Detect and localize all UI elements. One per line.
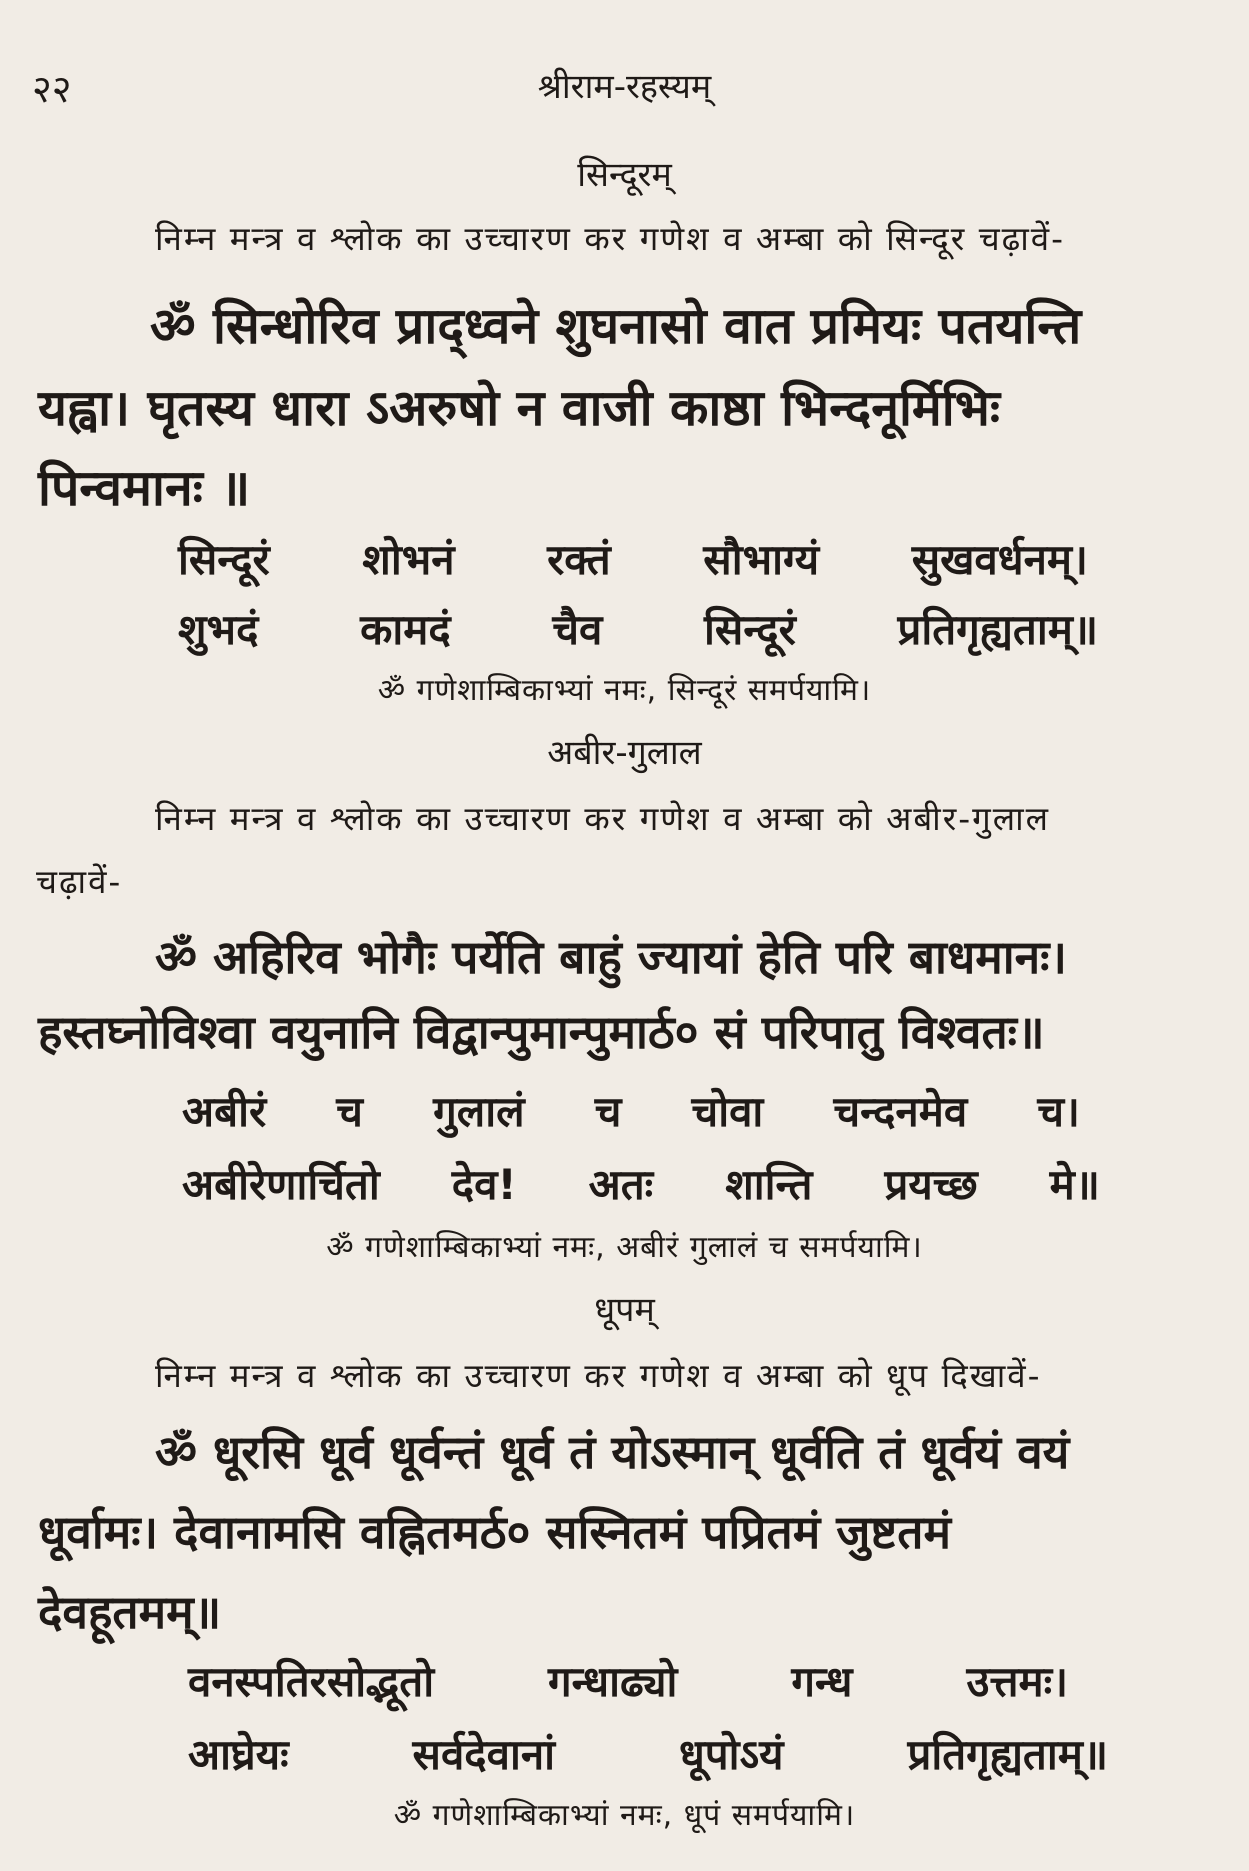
verse-word: वनस्पतिरसोद्भूतो — [188, 1657, 435, 1706]
page-number: २२ — [32, 67, 72, 111]
mantra-line: धूर्वामः। देवानामसि वह्नितमर्ठ० सस्नितमं पप्रितमं जुष्टतमं — [38, 1505, 951, 1559]
verse-word: सुखवर्धनम्। — [911, 535, 1088, 584]
verse-word: अतः — [588, 1160, 654, 1209]
mantra-line: देवहूतमम्॥ — [38, 1585, 222, 1639]
running-head: श्रीराम-रहस्यम् — [537, 67, 712, 107]
instruction-abir-cont: चढ़ावें- — [36, 862, 123, 901]
verse-word: कामदं — [360, 605, 451, 654]
verse-word: मे॥ — [1049, 1160, 1100, 1209]
verse-word: च। — [1037, 1087, 1080, 1136]
instruction-sindur: निम्न मन्त्र व श्लोक का उच्चारण कर गणेश व अम्बा को सिन्दूर चढ़ावें- — [155, 219, 1066, 258]
verse-word: च — [594, 1087, 622, 1136]
mantra-line: पिन्वमानः ॥ — [38, 459, 251, 517]
verse-word: शोभनं — [362, 535, 455, 584]
verse-word: सर्वदेवानां — [412, 1730, 556, 1779]
offering-line: ॐ गणेशाम्बिकाभ्यां नमः, धूपं समर्पयामि। — [393, 1798, 856, 1833]
verse-word: सौभाग्यं — [703, 535, 820, 584]
verse-word: चैव — [552, 605, 603, 654]
verse-word: अबीरं — [182, 1087, 267, 1136]
verse-word: सिन्दूरं — [178, 535, 270, 584]
verse-word: गन्ध — [791, 1657, 853, 1706]
verse-line — [188, 1652, 1068, 1709]
section-heading-dhoop: धूपम् — [594, 1290, 655, 1330]
section-heading-sindur: सिन्दूरम् — [577, 155, 672, 195]
section-heading-abir: अबीर-गुलाल — [547, 733, 702, 773]
instruction-abir: निम्न मन्त्र व श्लोक का उच्चारण कर गणेश व अम्बा को अबीर-गुलाल — [155, 799, 1051, 838]
offering-line: ॐ गणेशाम्बिकाभ्यां नमः, सिन्दूरं समर्पयामि। — [377, 673, 872, 708]
verse-word: प्रयच्छ — [884, 1160, 978, 1209]
verse-word: गुलालं — [433, 1087, 525, 1136]
verse-line — [182, 1155, 1100, 1212]
verse-word: च — [336, 1087, 363, 1136]
mantra-line: यह्वा। घृतस्य धारा ऽअरुषो न वाजी काष्ठा भिन्दनूर्मिभिः — [38, 379, 1000, 437]
verse-word: आघ्रेयः — [188, 1730, 289, 1779]
verse-word: धूपोऽयं — [678, 1730, 784, 1779]
mantra-line: ॐ सिन्धोरिव प्राद्ध्वने शुघनासो वात प्रमियः पतयन्ति — [150, 297, 1082, 355]
verse-word: देव! — [451, 1160, 517, 1209]
verse-line — [178, 530, 1088, 587]
verse-line — [178, 600, 1098, 657]
verse-word: अबीरेणार्चितो — [182, 1160, 380, 1209]
verse-word: शुभदं — [178, 605, 259, 654]
mantra-line: ॐ अहिरिव भोगैः पर्येति बाहुं ज्यायां हेति परि बाधमानः। — [155, 930, 1067, 984]
verse-word: चन्दनमेव — [833, 1087, 968, 1136]
verse-word: चोवा — [691, 1087, 764, 1136]
mantra-line: ॐ धूरसि धूर्व धूर्वन्तं धूर्व तं योऽस्मान् धूर्वति तं धूर्वयं वयं — [155, 1425, 1070, 1479]
verse-word: उत्तमः। — [966, 1657, 1068, 1706]
verse-word: प्रतिगृह्यताम्॥ — [897, 605, 1098, 654]
verse-line — [182, 1082, 1080, 1139]
verse-word: प्रतिगृह्यताम्॥ — [907, 1730, 1108, 1779]
verse-word: रक्तं — [547, 535, 611, 584]
verse-word: शान्ति — [725, 1160, 813, 1209]
verse-line — [188, 1725, 1108, 1782]
verse-word: गन्धाढ्यो — [548, 1657, 678, 1706]
instruction-dhoop: निम्न मन्त्र व श्लोक का उच्चारण कर गणेश व अम्बा को धूप दिखावें- — [155, 1356, 1042, 1395]
mantra-line: हस्तघ्नोविश्वा वयुनानि विद्वान्पुमान्पुमार्ठ० सं परिपातु विश्वतः॥ — [38, 1005, 1045, 1059]
verse-word: सिन्दूरं — [704, 605, 796, 654]
offering-line: ॐ गणेशाम्बिकाभ्यां नमः, अबीरं गुलालं च समर्पयामि। — [326, 1230, 923, 1265]
